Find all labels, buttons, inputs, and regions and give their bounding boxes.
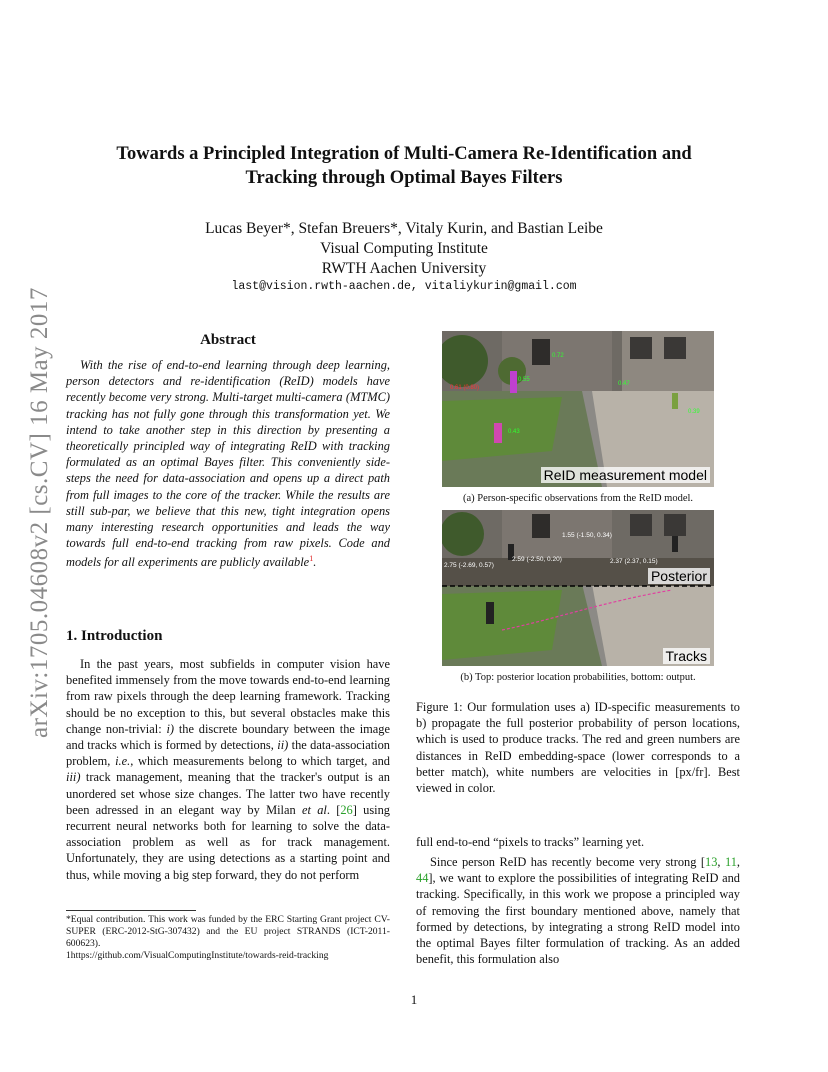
tracks-label: Tracks [663,648,710,664]
intro-item-i: i) [166,721,175,736]
intro-cite-open: . [ [326,802,341,817]
intro-ie: i.e. [115,754,131,769]
footnote-equal-contribution: *Equal contribution. This work was funded by the ERC Starting Grant project CV-SUPER (ERC-2012-StG-307432) and the EU project STRANDS (ICT-2011-600623). [66,914,390,949]
intro-text-end: ] using recurrent neural networks both for learning to solve the data-association problem as well as for track management. Unfortunately, they are using detections as a starting point and thus, while moving a big step forward, they do not perform [66,802,390,882]
title-line-1: Towards a Principled Integration of Multi-Camera Re-Identification and [116,144,692,164]
abstract-footnote-mark[interactable]: 1 [309,554,314,564]
page-number: 1 [410,992,418,1007]
figure-caption-a: (a) Person-specific observations from the ReID model. [462,493,694,504]
figure-1-caption: Figure 1: Our formulation uses a) ID-specific measurements to b) propagate the full posterior probability of person locations, which is used to produce tracks. The red and green numbers are distances in ReID embedding-space (lower corresponds to a better match), white numbers are velocities in [px/fr]. Best viewed in color. [416,700,740,796]
right-text-1: Since person ReID has recently become very strong [ [430,855,706,869]
cite-separator-1: , [717,855,725,869]
arxiv-identifier: arXiv:1705.04608v2 [cs.CV] 16 May 2017 [26,287,53,739]
citation-13-link[interactable]: 13 [705,855,718,869]
cite-separator-2: , [736,855,740,869]
svg-text:0.72: 0.72 [552,353,564,359]
velocity-number-1: 2.75 (-2.69, 0.57) [444,562,494,569]
svg-text:0.43: 0.43 [508,429,520,435]
posterior-label: Posterior [648,568,710,584]
figure-posterior-tracks-image [442,510,714,666]
svg-text:0.47: 0.47 [618,381,630,387]
intro-text-1: In the past years, most subfields in computer vision have benefited immensely from the move towards end-to-end learning from raw pixels through the deep learning framework. Tracking should be no exception to this, but several obstacles make this change non-trivial: [66,657,390,736]
abstract-heading: Abstract [200,332,256,348]
right-column-continuation: full end-to-end “pixels to tracks” learning yet. [416,835,645,849]
intro-text-iii: track management, meaning that the tracker's output is an unordered set whose size changes. The latter two have recently been adressed in an elegant way by Milan [66,770,390,817]
abstract-body [66,357,390,571]
footnote-divider [66,910,196,911]
footnotes [66,914,390,962]
svg-text:0.39: 0.39 [688,409,700,415]
right-text-2: ], we want to explore the possibilities of integrating ReID and tracking. Specifically, in this work we propose a principled way of removing the first boundary mentioned above, namely that formed by detections, by integrating a strong ReID model into the optimal Bayes filter formulation of tracking. As an added benefit, this formulation also [416,871,740,967]
author-block [60,219,748,279]
svg-text:0.55: 0.55 [518,377,530,383]
citation-26-link[interactable]: 26 [340,802,353,817]
author-emails: last@vision.rwth-aachen.de, vitaliykurin@gmail.com [231,280,577,293]
velocity-number-4: 2.37 (2.37, 0.15) [610,558,658,565]
abstract-end: . [313,555,317,570]
intro-etal: et al [301,802,327,817]
title-line-2: Tracking through Optimal Bayes Filters [245,168,563,188]
paper-title [60,142,748,190]
intro-text-ii: the data-association problem, [66,738,390,769]
author-university: RWTH Aachen University [321,260,487,277]
velocity-number-2: 2.59 (-2.50, 0.20) [512,556,562,563]
figure-reid-measurement-image [442,331,714,487]
intro-item-iii: iii) [66,770,81,785]
author-names: Lucas Beyer*, Stefan Breuers*, Vitaly Kurin, and Bastian Leibe [205,220,603,237]
intro-text-ii-2: , which measurements belong to which target, and [130,754,390,769]
intro-text-i: the discrete boundary between the image and tracks which is formed by detections, [66,721,390,753]
velocity-number-3: 1.55 (-1.50, 0.34) [562,532,612,539]
abstract-text: With the rise of end-to-end learning through deep learning, person detectors and re-identification (ReID) models have recently become very strong. Multi-target multi-camera (MTMC) tracking has not fully gone through this transformation yet. We intend to take another step in this direction by presenting a theoretically principled way of integrating ReID with tracking formulated as an optimal Bayes filter. This conveniently side-steps the need for data-association and opens up a direct path from full images to the core of the tracker. While the results are still sub-par, we believe that this new, tight integration opens many interesting research opportunities and leads the way towards full end-to-end tracking from raw pixels. Code and models for all experiments are publicly available [66,358,390,570]
citation-44-link[interactable]: 44 [416,871,429,886]
figure-caption-b: (b) Top: posterior location probabilities, bottom: output. [460,672,696,683]
figure-reid-scene-illustration [442,331,714,487]
intro-item-ii: ii) [277,738,289,753]
citation-11-link[interactable]: 11 [724,855,737,869]
introduction-paragraph [66,656,390,883]
footnote-code-url[interactable]: 1https://github.com/VisualComputingInstitute/towards-reid-tracking [66,950,329,961]
svg-text:0.61 (0.80): 0.61 (0.80) [450,385,480,391]
right-column-paragraph [416,854,740,967]
section-heading-introduction: 1. Introduction [66,628,163,644]
reid-measurement-label: ReID measurement model [541,467,710,483]
author-institute: Visual Computing Institute [320,240,488,257]
